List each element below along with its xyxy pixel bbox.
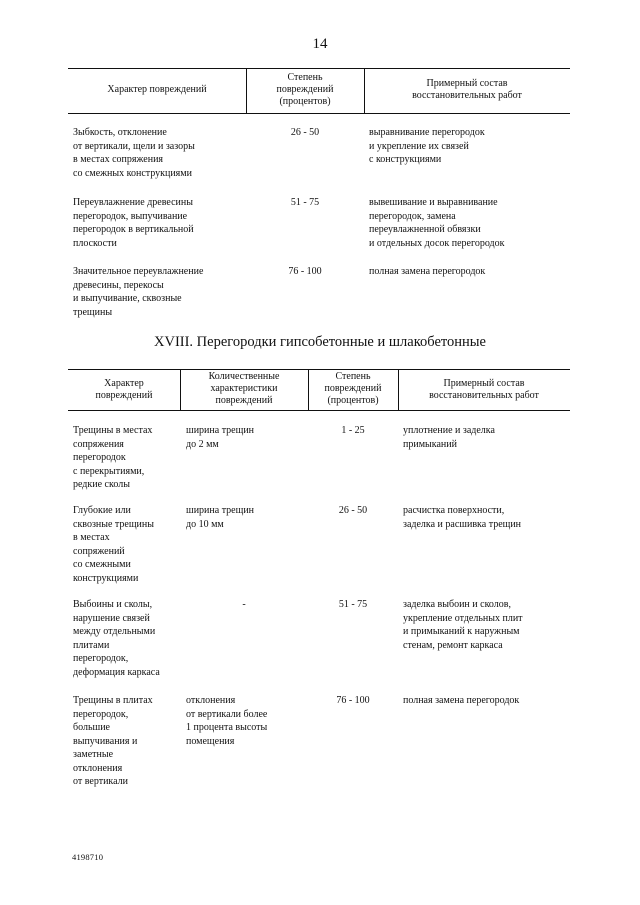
table-row-works: полная замена перегородок bbox=[403, 695, 520, 706]
table-2-top-rule bbox=[68, 369, 570, 370]
table-2-header-works: Примерный состав восстановительных работ bbox=[429, 378, 539, 401]
table-row-quantitative: ширина трещин до 10 мм bbox=[186, 505, 255, 530]
table-2-header-quantitative: Количественные характеристики повреждений bbox=[208, 371, 280, 406]
table-row-works: заделка выбоин и сколов, укрепление отдельных плит и примыканий к наружным стенам, ремонт каркаса bbox=[403, 599, 523, 651]
table-row-works: уплотнение и заделка примыканий bbox=[403, 425, 495, 450]
table-row-damage: Глубокие или сквозные трещины в местах сопряжений со смежными конструкциями bbox=[73, 505, 154, 584]
table-row-damage: Трещины в местах сопряжения перегородок с перекрытиями, редкие сколы bbox=[73, 425, 153, 490]
table-row-works: расчистка поверхности, заделка и расшивка трещин bbox=[403, 505, 522, 530]
table-row-works: выравнивание перегородок и укрепление их связей с конструкциями bbox=[369, 127, 485, 165]
table-row-damage: Значительное переувлажнение древесины, перекосы и выпучивание, сквозные трещины bbox=[73, 266, 204, 318]
table-1-header-damage: Характер повреждений bbox=[107, 84, 207, 95]
table-row-damage: Переувлажнение древесины перегородок, выпучивание перегородок в вертикальной плоскости bbox=[73, 197, 194, 249]
table-row-degree: 76 - 100 bbox=[288, 266, 322, 277]
table-row-degree: 26 - 50 bbox=[290, 127, 320, 138]
table-1-header-bottom-rule bbox=[68, 113, 570, 114]
page-number: 14 bbox=[312, 36, 328, 52]
table-row-degree: 1 - 25 bbox=[341, 425, 365, 436]
table-row-quantitative: ширина трещин до 2 мм bbox=[186, 425, 255, 450]
table-row-damage: Выбоины и сколы, нарушение связей между отдельными плитами перегородок, деформация каркаса bbox=[73, 599, 160, 678]
table-row-degree: 26 - 50 bbox=[338, 505, 368, 516]
table-1-header-degree: Степень повреждений (процентов) bbox=[276, 72, 334, 107]
table-row-damage: Трещины в плитах перегородок, большие выпучивания и заметные отклонения от вертикали bbox=[73, 695, 153, 787]
table-2-header-damage: Характер повреждений bbox=[95, 378, 153, 401]
table-row-quantitative: отклонения от вертикали более 1 процента высоты помещения bbox=[186, 695, 268, 747]
table-row-degree: 76 - 100 bbox=[336, 695, 370, 706]
table-row-degree: 51 - 75 bbox=[338, 599, 368, 610]
table-row-works: полная замена перегородок bbox=[369, 266, 486, 277]
table-row-degree: 51 - 75 bbox=[290, 197, 320, 208]
table-1-header-works: Примерный состав восстановительных работ bbox=[412, 78, 522, 101]
table-row-damage: Зыбкость, отклонение от вертикали, щели и зазоры в местах сопряжения со смежных конструкциями bbox=[73, 127, 195, 179]
table-row-works: вывешивание и выравнивание перегородок, замена переувлажненной обвязки и отдельных досок перегородок bbox=[369, 197, 505, 249]
table-row-quantitative: - bbox=[242, 599, 246, 610]
table-2-header-bottom-rule bbox=[68, 410, 570, 411]
table-2-header-degree: Степень повреждений (процентов) bbox=[324, 371, 382, 406]
table-1-top-rule bbox=[68, 68, 570, 69]
section-title: XVIII. Перегородки гипсобетонные и шлакобетонные bbox=[154, 334, 486, 350]
footer-code: 4198710 bbox=[72, 852, 104, 862]
